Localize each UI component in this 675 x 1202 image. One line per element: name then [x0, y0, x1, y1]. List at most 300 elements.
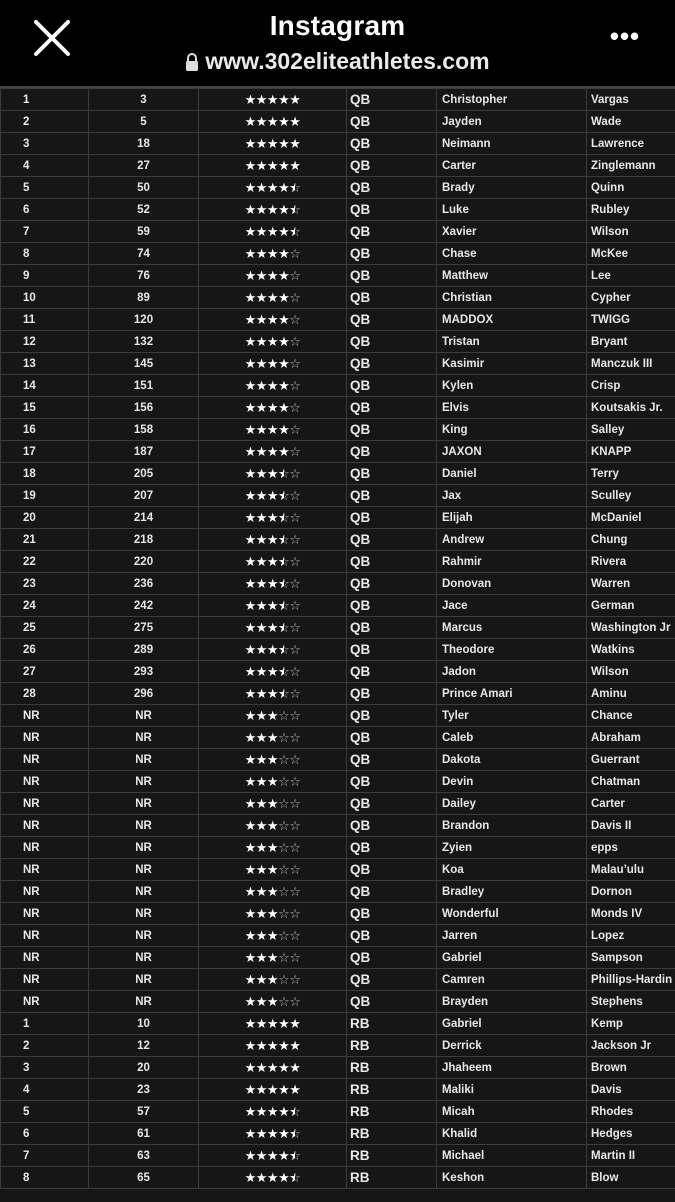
position-cell: QB	[347, 155, 437, 177]
rank-cell: NR	[1, 837, 89, 859]
table-row	[1, 155, 675, 177]
star-filled-icon: ★	[245, 290, 256, 305]
overall-number-cell: 187	[89, 441, 199, 463]
star-filled-icon: ★	[267, 180, 278, 195]
star-filled-icon: ★	[245, 136, 256, 151]
star-rating	[199, 727, 347, 749]
star-filled-icon: ★	[245, 466, 256, 481]
star-filled-icon: ★	[267, 312, 278, 327]
last-name-cell: Sampson	[587, 947, 675, 969]
star-filled-icon: ★	[267, 1016, 278, 1031]
star-filled-icon: ★	[267, 664, 278, 679]
more-options-button[interactable]	[605, 24, 645, 48]
star-empty-icon: ☆	[289, 818, 300, 833]
rank-cell: 22	[1, 551, 89, 573]
star-empty-icon: ☆	[278, 928, 289, 943]
star-filled-icon: ★	[256, 92, 267, 107]
star-rating	[199, 661, 347, 683]
position-cell: QB	[347, 243, 437, 265]
star-filled-icon: ★	[256, 576, 267, 591]
rank-cell: NR	[1, 881, 89, 903]
first-name-cell: Donovan	[437, 573, 587, 595]
star-half-icon: ★ ☆	[278, 642, 289, 658]
star-rating	[199, 309, 347, 331]
star-rating	[199, 441, 347, 463]
last-name-cell: Terry	[587, 463, 675, 485]
star-filled-icon: ★	[256, 818, 267, 833]
star-filled-icon: ★	[256, 224, 267, 239]
position-cell: QB	[347, 639, 437, 661]
star-filled-icon: ★	[267, 290, 278, 305]
position-cell: RB	[347, 1057, 437, 1079]
position-cell: QB	[347, 793, 437, 815]
star-filled-icon: ★	[245, 796, 256, 811]
overall-number-cell: 275	[89, 617, 199, 639]
last-name-cell: Brown	[587, 1057, 675, 1079]
star-filled-icon: ★	[278, 158, 289, 173]
overall-number-cell: NR	[89, 859, 199, 881]
star-filled-icon: ★	[256, 774, 267, 789]
overall-number-cell: 74	[89, 243, 199, 265]
position-cell: QB	[347, 969, 437, 991]
last-name-cell: Watkins	[587, 639, 675, 661]
star-rating	[199, 1101, 347, 1123]
rank-cell: 11	[1, 309, 89, 331]
star-filled-icon: ★	[245, 994, 256, 1009]
star-filled-icon: ★	[278, 246, 289, 261]
table-row	[1, 639, 675, 661]
star-filled-icon: ★	[256, 862, 267, 877]
more-options-icon: •••	[610, 21, 640, 51]
position-cell: QB	[347, 111, 437, 133]
star-filled-icon: ★	[245, 268, 256, 283]
last-name-cell: Zinglemann	[587, 155, 675, 177]
table-row	[1, 991, 675, 1013]
table-row	[1, 1123, 675, 1145]
star-rating	[199, 353, 347, 375]
table-row	[1, 419, 675, 441]
star-filled-icon: ★	[267, 818, 278, 833]
star-empty-icon: ☆	[289, 532, 300, 547]
star-empty-icon: ☆	[289, 752, 300, 767]
star-filled-icon: ★	[278, 136, 289, 151]
star-rating	[199, 1035, 347, 1057]
position-cell: QB	[347, 507, 437, 529]
star-rating	[199, 1123, 347, 1145]
first-name-cell: Micah	[437, 1101, 587, 1123]
last-name-cell: Stephens	[587, 991, 675, 1013]
rank-cell: 6	[1, 1123, 89, 1145]
overall-number-cell: 3	[89, 89, 199, 111]
overall-number-cell: NR	[89, 837, 199, 859]
star-empty-icon: ☆	[289, 488, 300, 503]
star-filled-icon: ★	[256, 994, 267, 1009]
first-name-cell: Tristan	[437, 331, 587, 353]
last-name-cell: German	[587, 595, 675, 617]
last-name-cell: Lopez	[587, 925, 675, 947]
star-filled-icon: ★	[245, 620, 256, 635]
star-empty-icon: ☆	[289, 400, 300, 415]
star-filled-icon: ★	[256, 708, 267, 723]
rank-cell: 23	[1, 573, 89, 595]
star-filled-icon: ★	[267, 620, 278, 635]
star-filled-icon: ★	[245, 378, 256, 393]
last-name-cell: Sculley	[587, 485, 675, 507]
star-empty-icon: ☆	[289, 774, 300, 789]
last-name-cell: Martin II	[587, 1145, 675, 1167]
rank-cell: 6	[1, 199, 89, 221]
first-name-cell: JAXON	[437, 441, 587, 463]
star-filled-icon: ★	[278, 356, 289, 371]
star-filled-icon: ★	[278, 114, 289, 129]
overall-number-cell: 76	[89, 265, 199, 287]
star-half-icon: ★ ☆	[289, 1170, 300, 1186]
star-filled-icon: ★	[245, 334, 256, 349]
rank-cell: 1	[1, 89, 89, 111]
star-filled-icon: ★	[256, 840, 267, 855]
star-filled-icon: ★	[245, 1060, 256, 1075]
overall-number-cell: 293	[89, 661, 199, 683]
rank-cell: 14	[1, 375, 89, 397]
star-filled-icon: ★	[245, 730, 256, 745]
last-name-cell: Hedges	[587, 1123, 675, 1145]
star-filled-icon: ★	[245, 664, 256, 679]
last-name-cell: Blow	[587, 1167, 675, 1189]
star-rating	[199, 375, 347, 397]
last-name-cell: Jackson Jr	[587, 1035, 675, 1057]
star-filled-icon: ★	[267, 1038, 278, 1053]
star-rating	[199, 881, 347, 903]
star-filled-icon: ★	[256, 664, 267, 679]
last-name-cell: McDaniel	[587, 507, 675, 529]
rank-cell: 3	[1, 1057, 89, 1079]
star-filled-icon: ★	[245, 576, 256, 591]
star-filled-icon: ★	[256, 334, 267, 349]
star-filled-icon: ★	[245, 1170, 256, 1185]
rank-cell: 4	[1, 155, 89, 177]
star-rating	[199, 771, 347, 793]
first-name-cell: Maliki	[437, 1079, 587, 1101]
star-empty-icon: ☆	[289, 884, 300, 899]
last-name-cell: Guerrant	[587, 749, 675, 771]
overall-number-cell: 20	[89, 1057, 199, 1079]
overall-number-cell: 61	[89, 1123, 199, 1145]
star-filled-icon: ★	[245, 708, 256, 723]
star-filled-icon: ★	[245, 752, 256, 767]
star-filled-icon: ★	[245, 884, 256, 899]
last-name-cell: Lawrence	[587, 133, 675, 155]
overall-number-cell: 151	[89, 375, 199, 397]
star-filled-icon: ★	[289, 1082, 300, 1097]
table-row	[1, 617, 675, 639]
star-filled-icon: ★	[267, 136, 278, 151]
star-filled-icon: ★	[245, 840, 256, 855]
rank-cell: NR	[1, 859, 89, 881]
star-filled-icon: ★	[267, 334, 278, 349]
star-filled-icon: ★	[245, 862, 256, 877]
last-name-cell: Lee	[587, 265, 675, 287]
overall-number-cell: 23	[89, 1079, 199, 1101]
star-filled-icon: ★	[245, 818, 256, 833]
last-name-cell: Malau’ulu	[587, 859, 675, 881]
star-filled-icon: ★	[267, 378, 278, 393]
position-cell: QB	[347, 529, 437, 551]
position-cell: QB	[347, 859, 437, 881]
position-cell: QB	[347, 221, 437, 243]
overall-number-cell: NR	[89, 749, 199, 771]
star-filled-icon: ★	[267, 356, 278, 371]
star-filled-icon: ★	[267, 400, 278, 415]
first-name-cell: Christopher	[437, 89, 587, 111]
rank-cell: NR	[1, 793, 89, 815]
position-cell: QB	[347, 89, 437, 111]
star-filled-icon: ★	[245, 972, 256, 987]
star-rating	[199, 925, 347, 947]
star-filled-icon: ★	[256, 554, 267, 569]
star-filled-icon: ★	[289, 114, 300, 129]
star-filled-icon: ★	[289, 1060, 300, 1075]
table-row	[1, 89, 675, 111]
star-filled-icon: ★	[267, 488, 278, 503]
star-filled-icon: ★	[256, 356, 267, 371]
star-empty-icon: ☆	[289, 378, 300, 393]
position-cell: QB	[347, 551, 437, 573]
first-name-cell: Matthew	[437, 265, 587, 287]
star-filled-icon: ★	[278, 224, 289, 239]
star-filled-icon: ★	[289, 1038, 300, 1053]
overall-number-cell: 5	[89, 111, 199, 133]
star-filled-icon: ★	[267, 994, 278, 1009]
position-cell: QB	[347, 375, 437, 397]
position-cell: QB	[347, 837, 437, 859]
table-row	[1, 859, 675, 881]
rank-cell: 8	[1, 1167, 89, 1189]
star-rating	[199, 1145, 347, 1167]
star-filled-icon: ★	[267, 642, 278, 657]
overall-number-cell: 10	[89, 1013, 199, 1035]
rank-cell: NR	[1, 969, 89, 991]
position-cell: QB	[347, 397, 437, 419]
rank-cell: NR	[1, 903, 89, 925]
table-row	[1, 375, 675, 397]
page-title: Instagram	[0, 10, 675, 42]
star-filled-icon: ★	[278, 1082, 289, 1097]
rank-cell: 5	[1, 177, 89, 199]
rank-cell: 26	[1, 639, 89, 661]
star-empty-icon: ☆	[278, 950, 289, 965]
star-half-icon: ★ ☆	[289, 1148, 300, 1164]
star-filled-icon: ★	[278, 1060, 289, 1075]
last-name-cell: Aminu	[587, 683, 675, 705]
rank-cell: NR	[1, 705, 89, 727]
star-empty-icon: ☆	[289, 686, 300, 701]
star-filled-icon: ★	[256, 752, 267, 767]
position-cell: QB	[347, 903, 437, 925]
last-name-cell: Phillips-Hardin	[587, 969, 675, 991]
rank-cell: NR	[1, 991, 89, 1013]
last-name-cell: Davis	[587, 1079, 675, 1101]
star-rating	[199, 221, 347, 243]
overall-number-cell: 50	[89, 177, 199, 199]
star-empty-icon: ☆	[289, 840, 300, 855]
star-empty-icon: ☆	[289, 334, 300, 349]
first-name-cell: Camren	[437, 969, 587, 991]
first-name-cell: Xavier	[437, 221, 587, 243]
position-cell: QB	[347, 881, 437, 903]
rank-cell: 24	[1, 595, 89, 617]
star-filled-icon: ★	[267, 246, 278, 261]
rank-cell: 28	[1, 683, 89, 705]
star-rating	[199, 947, 347, 969]
overall-number-cell: 52	[89, 199, 199, 221]
star-filled-icon: ★	[245, 928, 256, 943]
overall-number-cell: 156	[89, 397, 199, 419]
star-empty-icon: ☆	[278, 972, 289, 987]
star-filled-icon: ★	[256, 312, 267, 327]
star-filled-icon: ★	[278, 422, 289, 437]
star-half-icon: ★ ☆	[278, 598, 289, 614]
table-row	[1, 551, 675, 573]
star-rating	[199, 243, 347, 265]
star-empty-icon: ☆	[289, 554, 300, 569]
star-filled-icon: ★	[256, 422, 267, 437]
rank-cell: 5	[1, 1101, 89, 1123]
first-name-cell: Jhaheem	[437, 1057, 587, 1079]
star-empty-icon: ☆	[289, 928, 300, 943]
star-filled-icon: ★	[267, 928, 278, 943]
star-filled-icon: ★	[256, 972, 267, 987]
star-filled-icon: ★	[256, 1126, 267, 1141]
overall-number-cell: NR	[89, 793, 199, 815]
position-cell: QB	[347, 573, 437, 595]
star-filled-icon: ★	[267, 510, 278, 525]
rank-cell: 17	[1, 441, 89, 463]
last-name-cell: Rhodes	[587, 1101, 675, 1123]
star-filled-icon: ★	[278, 444, 289, 459]
table-row	[1, 441, 675, 463]
position-cell: QB	[347, 815, 437, 837]
last-name-cell: Salley	[587, 419, 675, 441]
table-row	[1, 727, 675, 749]
last-name-cell: Abraham	[587, 727, 675, 749]
first-name-cell: Prince Amari	[437, 683, 587, 705]
star-filled-icon: ★	[278, 1170, 289, 1185]
last-name-cell: Crisp	[587, 375, 675, 397]
star-filled-icon: ★	[256, 466, 267, 481]
star-empty-icon: ☆	[278, 840, 289, 855]
star-filled-icon: ★	[278, 1126, 289, 1141]
last-name-cell: Kemp	[587, 1013, 675, 1035]
star-rating	[199, 111, 347, 133]
first-name-cell: Koa	[437, 859, 587, 881]
star-half-icon: ★ ☆	[289, 1104, 300, 1120]
url-bar[interactable]	[0, 48, 675, 75]
rank-cell: 13	[1, 353, 89, 375]
first-name-cell: MADDOX	[437, 309, 587, 331]
rankings-table-view[interactable]	[0, 86, 675, 1202]
rank-cell: NR	[1, 947, 89, 969]
star-empty-icon: ☆	[289, 906, 300, 921]
star-filled-icon: ★	[245, 1126, 256, 1141]
star-empty-icon: ☆	[289, 664, 300, 679]
star-half-icon: ★ ☆	[289, 224, 300, 240]
star-filled-icon: ★	[245, 532, 256, 547]
star-empty-icon: ☆	[289, 730, 300, 745]
table-row	[1, 309, 675, 331]
position-cell: QB	[347, 947, 437, 969]
table-row	[1, 243, 675, 265]
star-filled-icon: ★	[245, 1038, 256, 1053]
last-name-cell: Washington Jr	[587, 617, 675, 639]
lock-icon	[185, 53, 199, 71]
star-empty-icon: ☆	[278, 994, 289, 1009]
star-filled-icon: ★	[245, 642, 256, 657]
overall-number-cell: 63	[89, 1145, 199, 1167]
first-name-cell: Theodore	[437, 639, 587, 661]
first-name-cell: Michael	[437, 1145, 587, 1167]
rank-cell: NR	[1, 749, 89, 771]
star-filled-icon: ★	[267, 1060, 278, 1075]
star-filled-icon: ★	[245, 1082, 256, 1097]
last-name-cell: Dornon	[587, 881, 675, 903]
first-name-cell: Marcus	[437, 617, 587, 639]
last-name-cell: Wilson	[587, 661, 675, 683]
star-rating	[199, 573, 347, 595]
rankings-table	[0, 88, 675, 1189]
star-filled-icon: ★	[256, 796, 267, 811]
star-filled-icon: ★	[256, 1104, 267, 1119]
star-filled-icon: ★	[256, 400, 267, 415]
star-filled-icon: ★	[267, 840, 278, 855]
table-row	[1, 463, 675, 485]
star-empty-icon: ☆	[289, 466, 300, 481]
first-name-cell: Keshon	[437, 1167, 587, 1189]
table-row	[1, 199, 675, 221]
first-name-cell: Zyien	[437, 837, 587, 859]
star-filled-icon: ★	[245, 114, 256, 129]
first-name-cell: Chase	[437, 243, 587, 265]
star-filled-icon: ★	[289, 1016, 300, 1031]
star-half-icon: ★ ☆	[278, 576, 289, 592]
star-filled-icon: ★	[289, 92, 300, 107]
table-row	[1, 661, 675, 683]
star-half-icon: ★ ☆	[278, 466, 289, 482]
position-cell: QB	[347, 463, 437, 485]
overall-number-cell: 132	[89, 331, 199, 353]
star-filled-icon: ★	[245, 202, 256, 217]
star-filled-icon: ★	[289, 158, 300, 173]
last-name-cell: Chung	[587, 529, 675, 551]
position-cell: QB	[347, 441, 437, 463]
star-empty-icon: ☆	[289, 708, 300, 723]
star-filled-icon: ★	[245, 1148, 256, 1163]
star-rating	[199, 1013, 347, 1035]
star-half-icon: ★ ☆	[278, 510, 289, 526]
first-name-cell: Kylen	[437, 375, 587, 397]
star-filled-icon: ★	[256, 598, 267, 613]
table-row	[1, 353, 675, 375]
position-cell: QB	[347, 991, 437, 1013]
first-name-cell: Khalid	[437, 1123, 587, 1145]
overall-number-cell: 12	[89, 1035, 199, 1057]
star-filled-icon: ★	[267, 906, 278, 921]
star-filled-icon: ★	[267, 466, 278, 481]
overall-number-cell: NR	[89, 705, 199, 727]
star-rating	[199, 903, 347, 925]
position-cell: QB	[347, 771, 437, 793]
star-rating	[199, 1079, 347, 1101]
first-name-cell: Brandon	[437, 815, 587, 837]
